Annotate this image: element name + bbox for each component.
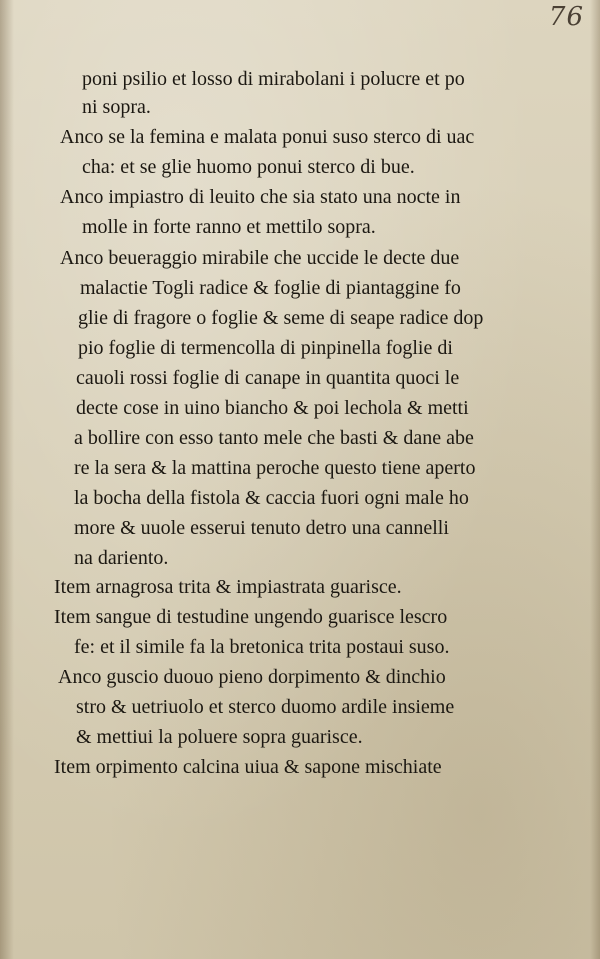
text-line: ni sopra. bbox=[82, 96, 151, 118]
text-line: & mettiui la poluere sopra guarisce. bbox=[76, 726, 363, 748]
text-line: pio foglie di termencolla di pinpinella foglie di bbox=[78, 337, 453, 359]
text-line: more & uuole esserui tenuto detro una cannelli bbox=[74, 517, 449, 539]
text-line: Anco beueraggio mirabile che uccide le decte due bbox=[60, 247, 460, 269]
text-line: Anco se la femina e malata ponui suso sterco di uac bbox=[60, 126, 475, 148]
text-line: Item orpimento calcina uiua & sapone mischiate bbox=[54, 756, 442, 778]
text-line: fe: et il simile fa la bretonica trita postaui suso. bbox=[74, 636, 450, 658]
text-line: glie di fragore o foglie & seme di seape radice dop bbox=[78, 307, 484, 329]
text-line: a bollire con esso tanto mele che basti & dane abe bbox=[74, 427, 474, 449]
page-edge-shadow-left bbox=[0, 0, 14, 959]
text-line: re la sera & la mattina peroche questo tiene aperto bbox=[74, 457, 476, 479]
text-line: stro & uetriuolo et sterco duomo ardile insieme bbox=[76, 696, 455, 718]
text-line: Item arnagrosa trita & impiastrata guarisce. bbox=[54, 576, 402, 598]
folio-number: 76 bbox=[548, 2, 584, 32]
text-line: Anco guscio duouo pieno dorpimento & dinchio bbox=[58, 666, 446, 688]
text-line: poni psilio et losso di mirabolani i polucre et po bbox=[82, 68, 465, 90]
page-edge-shadow-right bbox=[590, 0, 600, 959]
text-line: Item sangue di testudine ungendo guarisce lescro bbox=[54, 606, 448, 628]
text-line: cha: et se glie huomo ponui sterco di bue. bbox=[82, 156, 415, 178]
text-line: malactie Togli radice & foglie di piantaggine fo bbox=[80, 277, 461, 299]
text-line: molle in forte ranno et mettilo sopra. bbox=[82, 216, 376, 238]
text-line: na dariento. bbox=[74, 547, 169, 569]
text-line: la bocha della fistola & caccia fuori ogni male ho bbox=[74, 487, 469, 509]
text-line: cauoli rossi foglie di canape in quantita quoci le bbox=[76, 367, 460, 389]
text-line: decte cose in uino biancho & poi lechola & metti bbox=[76, 397, 469, 419]
text-line: Anco impiastro di leuito che sia stato una nocte in bbox=[60, 186, 461, 208]
